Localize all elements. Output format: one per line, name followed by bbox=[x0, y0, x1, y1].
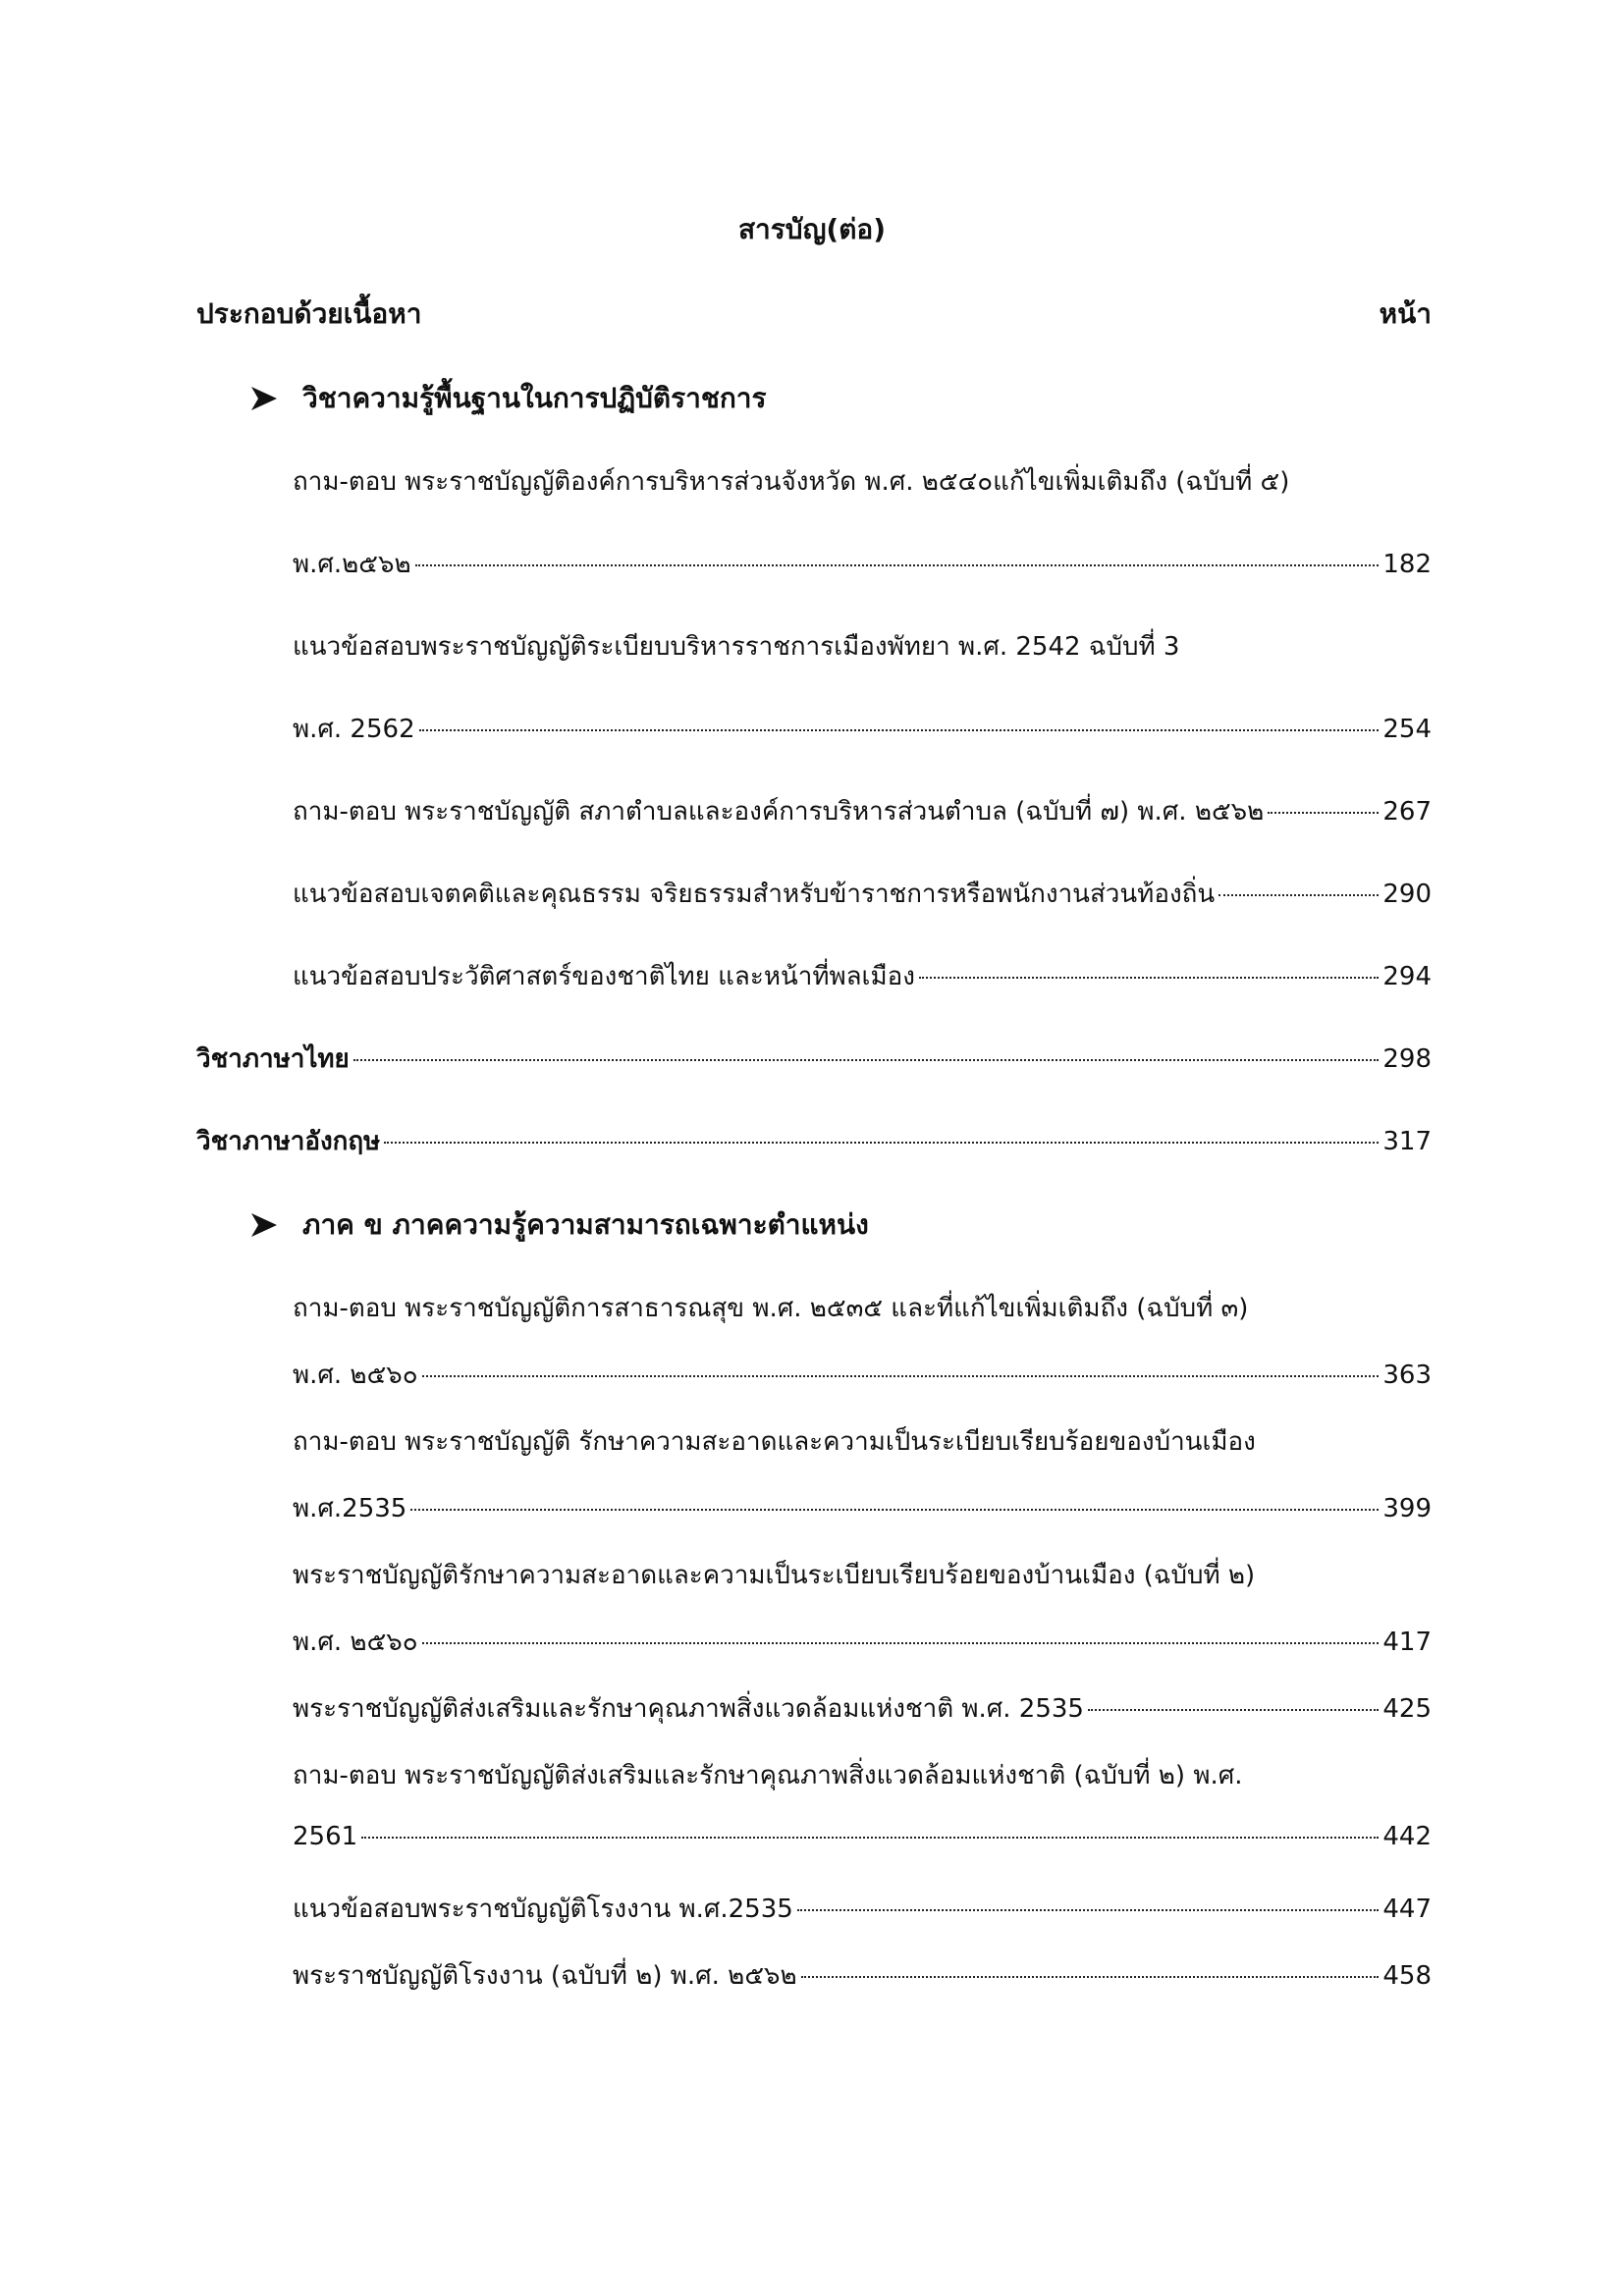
section-heading-text: ภาค ข ภาคความรู้ความสามารถเฉพาะตำแหน่ง bbox=[302, 1208, 869, 1241]
page-column-header: หน้า bbox=[1379, 297, 1432, 330]
toc-entry bbox=[293, 1622, 1432, 1662]
dot-leader bbox=[797, 1909, 1380, 1911]
toc-entry bbox=[293, 874, 1432, 914]
dot-leader bbox=[422, 1375, 1380, 1377]
dot-leader bbox=[919, 977, 1379, 979]
toc-entry-text: พ.ศ. 2562 bbox=[293, 715, 415, 744]
toc-entry-text: พ.ศ. ๒๕๖๐ bbox=[293, 1628, 418, 1657]
toc-entry-text: พ.ศ. ๒๕๖๐ bbox=[293, 1361, 418, 1390]
toc-entry-line: พระราชบัญญัติรักษาความสะอาดและความเป็นระเบียบเรียบร้อยของบ้านเมือง (ฉบับที่ ๒) bbox=[293, 1561, 1256, 1590]
toc-entry-line: ถาม-ตอบ พระราชบัญญัติ รักษาความสะอาดและความเป็นระเบียบเรียบร้อยของบ้านเมือง bbox=[293, 1427, 1256, 1457]
page-title: สารบัญ(ต่อ) bbox=[737, 213, 887, 245]
toc-page-number: 254 bbox=[1382, 715, 1432, 744]
dot-leader bbox=[1268, 812, 1379, 814]
dot-leader bbox=[1088, 1709, 1379, 1711]
dot-leader bbox=[1218, 894, 1379, 896]
dot-leader bbox=[419, 729, 1380, 731]
toc-entry-text: พ.ศ.๒๕๖๒ bbox=[293, 550, 411, 579]
toc-page-number: 447 bbox=[1382, 1895, 1432, 1924]
toc-subject-text: วิชาภาษาอังกฤษ bbox=[196, 1127, 381, 1156]
toc-entry bbox=[293, 709, 1432, 749]
toc-page-number: 182 bbox=[1382, 550, 1432, 579]
dot-leader bbox=[410, 1509, 1379, 1511]
toc-entry-line: ถาม-ตอบ พระราชบัญญัติองค์การบริหารส่วนจังหวัด พ.ศ. ๒๕๔๐แก้ไขเพิ่มเติมถึง (ฉบับที่ ๕) bbox=[293, 467, 1290, 497]
toc-entry bbox=[293, 791, 1432, 831]
toc-entry-line: ถาม-ตอบ พระราชบัญญัติส่งเสริมและรักษาคุณภาพสิ่งแวดล้อมแห่งชาติ (ฉบับที่ ๒) พ.ศ. bbox=[293, 1761, 1243, 1790]
dot-leader bbox=[384, 1142, 1379, 1144]
toc-entry-text: แนวข้อสอบพระราชบัญญัติโรงงาน พ.ศ.2535 bbox=[293, 1895, 793, 1924]
toc-page-number: 399 bbox=[1382, 1494, 1432, 1523]
toc-entry-text: ถาม-ตอบ พระราชบัญญัติ สภาตำบลและองค์การบริหารส่วนตำบล (ฉบับที่ ๗) พ.ศ. ๒๕๖๒ bbox=[293, 797, 1265, 827]
toc-entry bbox=[293, 1355, 1432, 1395]
toc-page-number: 363 bbox=[1382, 1361, 1432, 1390]
toc-page-number: 417 bbox=[1382, 1628, 1432, 1657]
toc-page-number: 317 bbox=[1382, 1127, 1432, 1156]
toc-page-number: 290 bbox=[1382, 880, 1432, 909]
dot-leader bbox=[415, 564, 1380, 566]
dot-leader bbox=[801, 1976, 1380, 1978]
dot-leader bbox=[361, 1837, 1379, 1839]
toc-page-number: 458 bbox=[1382, 1961, 1432, 1991]
toc-entry bbox=[293, 956, 1432, 996]
toc-page-number: 267 bbox=[1382, 797, 1432, 827]
toc-entry-text: พ.ศ.2535 bbox=[293, 1494, 407, 1523]
toc-entry bbox=[293, 1889, 1432, 1929]
arrow-bullet-icon bbox=[249, 385, 279, 412]
toc-entry bbox=[293, 544, 1432, 584]
toc-page-number: 425 bbox=[1382, 1694, 1432, 1724]
section-heading-basic-knowledge bbox=[249, 377, 767, 420]
toc-entry-line: แนวข้อสอบพระราชบัญญัติระเบียบบริหารราชการเมืองพัทยา พ.ศ. 2542 ฉบับที่ 3 bbox=[293, 632, 1180, 662]
dot-leader bbox=[353, 1059, 1380, 1061]
toc-subject-english bbox=[196, 1121, 1432, 1161]
toc-entry-text: แนวข้อสอบประวัติศาสตร์ของชาติไทย และหน้าที่พลเมือง bbox=[293, 962, 915, 991]
contents-header: ประกอบด้วยเนื้อหา bbox=[196, 297, 422, 330]
toc-entry bbox=[293, 1688, 1432, 1729]
toc-entry-line: ถาม-ตอบ พระราชบัญญัติการสาธารณสุข พ.ศ. ๒๕๓๕ และที่แก้ไขเพิ่มเติมถึง (ฉบับที่ ๓) bbox=[293, 1294, 1249, 1323]
arrow-bullet-icon bbox=[249, 1211, 279, 1239]
dot-leader bbox=[422, 1642, 1380, 1644]
toc-subject-thai bbox=[196, 1039, 1432, 1079]
toc-page-number: 442 bbox=[1382, 1822, 1432, 1851]
section-heading-part-b bbox=[249, 1203, 869, 1247]
toc-entry bbox=[293, 1955, 1432, 1996]
toc-page-number: 298 bbox=[1382, 1044, 1432, 1074]
toc-entry-text: พระราชบัญญัติส่งเสริมและรักษาคุณภาพสิ่งแวดล้อมแห่งชาติ พ.ศ. 2535 bbox=[293, 1694, 1084, 1724]
toc-entry-text: 2561 bbox=[293, 1822, 358, 1851]
section-heading-text: วิชาความรู้พื้นฐานในการปฏิบัติราชการ bbox=[302, 382, 767, 414]
toc-page-number: 294 bbox=[1382, 962, 1432, 991]
toc-subject-text: วิชาภาษาไทย bbox=[196, 1044, 350, 1074]
toc-entry bbox=[293, 1822, 1432, 1851]
toc-entry bbox=[293, 1488, 1432, 1528]
toc-entry-text: พระราชบัญญัติโรงงาน (ฉบับที่ ๒) พ.ศ. ๒๕๖๒ bbox=[293, 1961, 797, 1991]
toc-entry-text: แนวข้อสอบเจตคติและคุณธรรม จริยธรรมสำหรับข้าราชการหรือพนักงานส่วนท้องถิ่น bbox=[293, 880, 1216, 909]
